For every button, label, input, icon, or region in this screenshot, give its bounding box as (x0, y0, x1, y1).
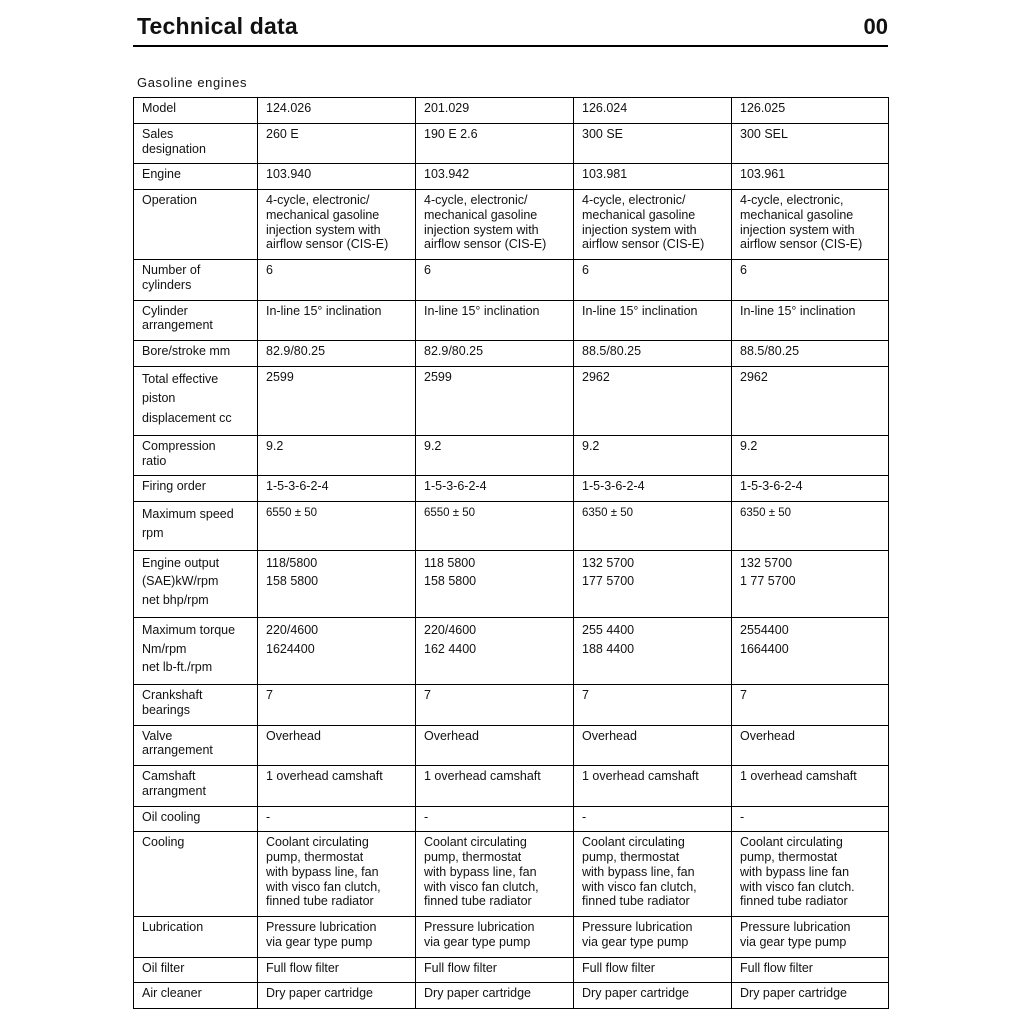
spec-cell: In-line 15° inclination (258, 300, 416, 341)
spec-cell: Overhead (258, 725, 416, 766)
table-row (134, 476, 889, 502)
spec-cell: 260 E (258, 123, 416, 164)
spec-cell: Dry paper cartridge (258, 983, 416, 1009)
spec-cell: 103.942 (416, 164, 574, 190)
spec-cell: 190 E 2.6 (416, 123, 574, 164)
section-title: Gasoline engines (137, 75, 248, 90)
spec-cell: 7 (732, 685, 889, 726)
table-row (134, 832, 889, 917)
spec-cell: 1-5-3-6-2-4 (574, 476, 732, 502)
spec-cell: 6 (732, 260, 889, 301)
spec-cell: 132 5700 177 5700 (574, 550, 732, 617)
spec-cell: 4-cycle, electronic/ mechanical gasoline injection system with airflow sensor (CIS-E) (416, 190, 574, 260)
row-label: Engine output (SAE)kW/rpm net bhp/rpm (134, 550, 258, 617)
spec-cell: In-line 15° inclination (732, 300, 889, 341)
row-label: Bore/stroke mm (134, 341, 258, 367)
spec-cell: Coolant circulating pump, thermostat with bypass line, fan with visco fan clutch, finned tube radiator (416, 832, 574, 917)
row-label: Oil filter (134, 957, 258, 983)
spec-cell: Dry paper cartridge (732, 983, 889, 1009)
page-number: 00 (863, 14, 888, 39)
spec-cell: 118/5800 158 5800 (258, 550, 416, 617)
spec-cell: 2599 (416, 366, 574, 435)
spec-cell: Overhead (732, 725, 889, 766)
spec-cell: 9.2 (258, 435, 416, 476)
spec-cell: 1 overhead camshaft (258, 766, 416, 807)
spec-cell: 6350 ± 50 (574, 502, 732, 551)
spec-cell: Coolant circulating pump, thermostat with bypass line fan with visco fan clutch. finned tube radiator (732, 832, 889, 917)
spec-cell: 6550 ± 50 (258, 502, 416, 551)
spec-cell: In-line 15° inclination (574, 300, 732, 341)
spec-cell: 1 overhead camshaft (574, 766, 732, 807)
spec-cell: 82.9/80.25 (258, 341, 416, 367)
table-row (134, 164, 889, 190)
row-label: Compression ratio (134, 435, 258, 476)
spec-cell: - (416, 806, 574, 832)
spec-cell: Pressure lubrication via gear type pump (416, 917, 574, 958)
table-row (134, 766, 889, 807)
engine-spec-table (133, 97, 889, 1009)
spec-cell: 6 (258, 260, 416, 301)
table-row (134, 502, 889, 551)
spec-cell: Full flow filter (574, 957, 732, 983)
spec-cell: 103.961 (732, 164, 889, 190)
spec-cell: Overhead (574, 725, 732, 766)
spec-cell: 118 5800 158 5800 (416, 550, 574, 617)
row-label: Oil cooling (134, 806, 258, 832)
spec-cell: 4-cycle, electronic/ mechanical gasoline injection system with airflow sensor (CIS-E) (258, 190, 416, 260)
row-label: Operation (134, 190, 258, 260)
document-header (137, 13, 888, 40)
table-row (134, 435, 889, 476)
spec-cell: Full flow filter (732, 957, 889, 983)
spec-cell: 126.024 (574, 98, 732, 124)
spec-cell: 1 overhead camshaft (416, 766, 574, 807)
spec-cell: Pressure lubrication via gear type pump (732, 917, 889, 958)
spec-cell: 6 (416, 260, 574, 301)
table-row (134, 550, 889, 617)
table-row (134, 300, 889, 341)
spec-cell: In-line 15° inclination (416, 300, 574, 341)
header-rule (133, 45, 888, 47)
spec-cell: 103.940 (258, 164, 416, 190)
table-row (134, 917, 889, 958)
spec-cell: Dry paper cartridge (574, 983, 732, 1009)
row-label: Maximum speed rpm (134, 502, 258, 551)
spec-cell: 201.029 (416, 98, 574, 124)
page-title: Technical data (137, 13, 298, 39)
spec-cell: 1-5-3-6-2-4 (258, 476, 416, 502)
spec-cell: 220/4600 162 4400 (416, 617, 574, 684)
row-label: Firing order (134, 476, 258, 502)
row-label: Total effective piston displacement cc (134, 366, 258, 435)
row-label: Camshaft arrangment (134, 766, 258, 807)
spec-cell: 82.9/80.25 (416, 341, 574, 367)
table-row (134, 725, 889, 766)
table-row (134, 123, 889, 164)
spec-cell: 2962 (732, 366, 889, 435)
spec-cell: 9.2 (574, 435, 732, 476)
spec-cell: 103.981 (574, 164, 732, 190)
spec-cell: 9.2 (416, 435, 574, 476)
spec-cell: - (258, 806, 416, 832)
spec-cell: Overhead (416, 725, 574, 766)
spec-cell: 88.5/80.25 (574, 341, 732, 367)
spec-cell: Full flow filter (416, 957, 574, 983)
row-label: Number of cylinders (134, 260, 258, 301)
spec-cell: 255 4400 188 4400 (574, 617, 732, 684)
row-label: Cooling (134, 832, 258, 917)
spec-cell: Pressure lubrication via gear type pump (258, 917, 416, 958)
spec-cell: 300 SEL (732, 123, 889, 164)
table-row (134, 260, 889, 301)
spec-cell: 6350 ± 50 (732, 502, 889, 551)
table-row (134, 957, 889, 983)
row-label: Cylinder arrangement (134, 300, 258, 341)
row-label: Sales designation (134, 123, 258, 164)
spec-cell: 4-cycle, electronic, mechanical gasoline injection system with airflow sensor (CIS-E) (732, 190, 889, 260)
spec-cell: 1 overhead camshaft (732, 766, 889, 807)
spec-cell: - (574, 806, 732, 832)
spec-cell: 124.026 (258, 98, 416, 124)
table-row (134, 98, 889, 124)
spec-cell: 126.025 (732, 98, 889, 124)
spec-cell: 300 SE (574, 123, 732, 164)
row-label: Air cleaner (134, 983, 258, 1009)
table-row (134, 983, 889, 1009)
spec-cell: 6 (574, 260, 732, 301)
spec-cell: 6550 ± 50 (416, 502, 574, 551)
spec-cell: 2962 (574, 366, 732, 435)
spec-cell: 1-5-3-6-2-4 (732, 476, 889, 502)
table-row (134, 190, 889, 260)
table-row (134, 685, 889, 726)
row-label: Maximum torque Nm/rpm net lb-ft./rpm (134, 617, 258, 684)
spec-cell: Dry paper cartridge (416, 983, 574, 1009)
table-body (134, 98, 889, 1009)
spec-cell: Coolant circulating pump, thermostat with bypass line, fan with visco fan clutch, finned tube radiator (258, 832, 416, 917)
row-label: Valve arrangement (134, 725, 258, 766)
table-row (134, 341, 889, 367)
spec-cell: 9.2 (732, 435, 889, 476)
table-row (134, 617, 889, 684)
spec-cell: - (732, 806, 889, 832)
table-row (134, 806, 889, 832)
spec-cell: Pressure lubrication via gear type pump (574, 917, 732, 958)
spec-cell: Full flow filter (258, 957, 416, 983)
spec-cell: 4-cycle, electronic/ mechanical gasoline injection system with airflow sensor (CIS-E) (574, 190, 732, 260)
table-row (134, 366, 889, 435)
spec-cell: Coolant circulating pump, thermostat with bypass line, fan with visco fan clutch, finned tube radiator (574, 832, 732, 917)
spec-cell: 2554400 1664400 (732, 617, 889, 684)
spec-cell: 1-5-3-6-2-4 (416, 476, 574, 502)
spec-cell: 2599 (258, 366, 416, 435)
spec-cell: 7 (258, 685, 416, 726)
spec-cell: 88.5/80.25 (732, 341, 889, 367)
row-label: Lubrication (134, 917, 258, 958)
row-label: Engine (134, 164, 258, 190)
row-label: Crankshaft bearings (134, 685, 258, 726)
spec-cell: 7 (574, 685, 732, 726)
row-label: Model (134, 98, 258, 124)
spec-cell: 7 (416, 685, 574, 726)
spec-cell: 220/4600 1624400 (258, 617, 416, 684)
spec-cell: 132 5700 1 77 5700 (732, 550, 889, 617)
